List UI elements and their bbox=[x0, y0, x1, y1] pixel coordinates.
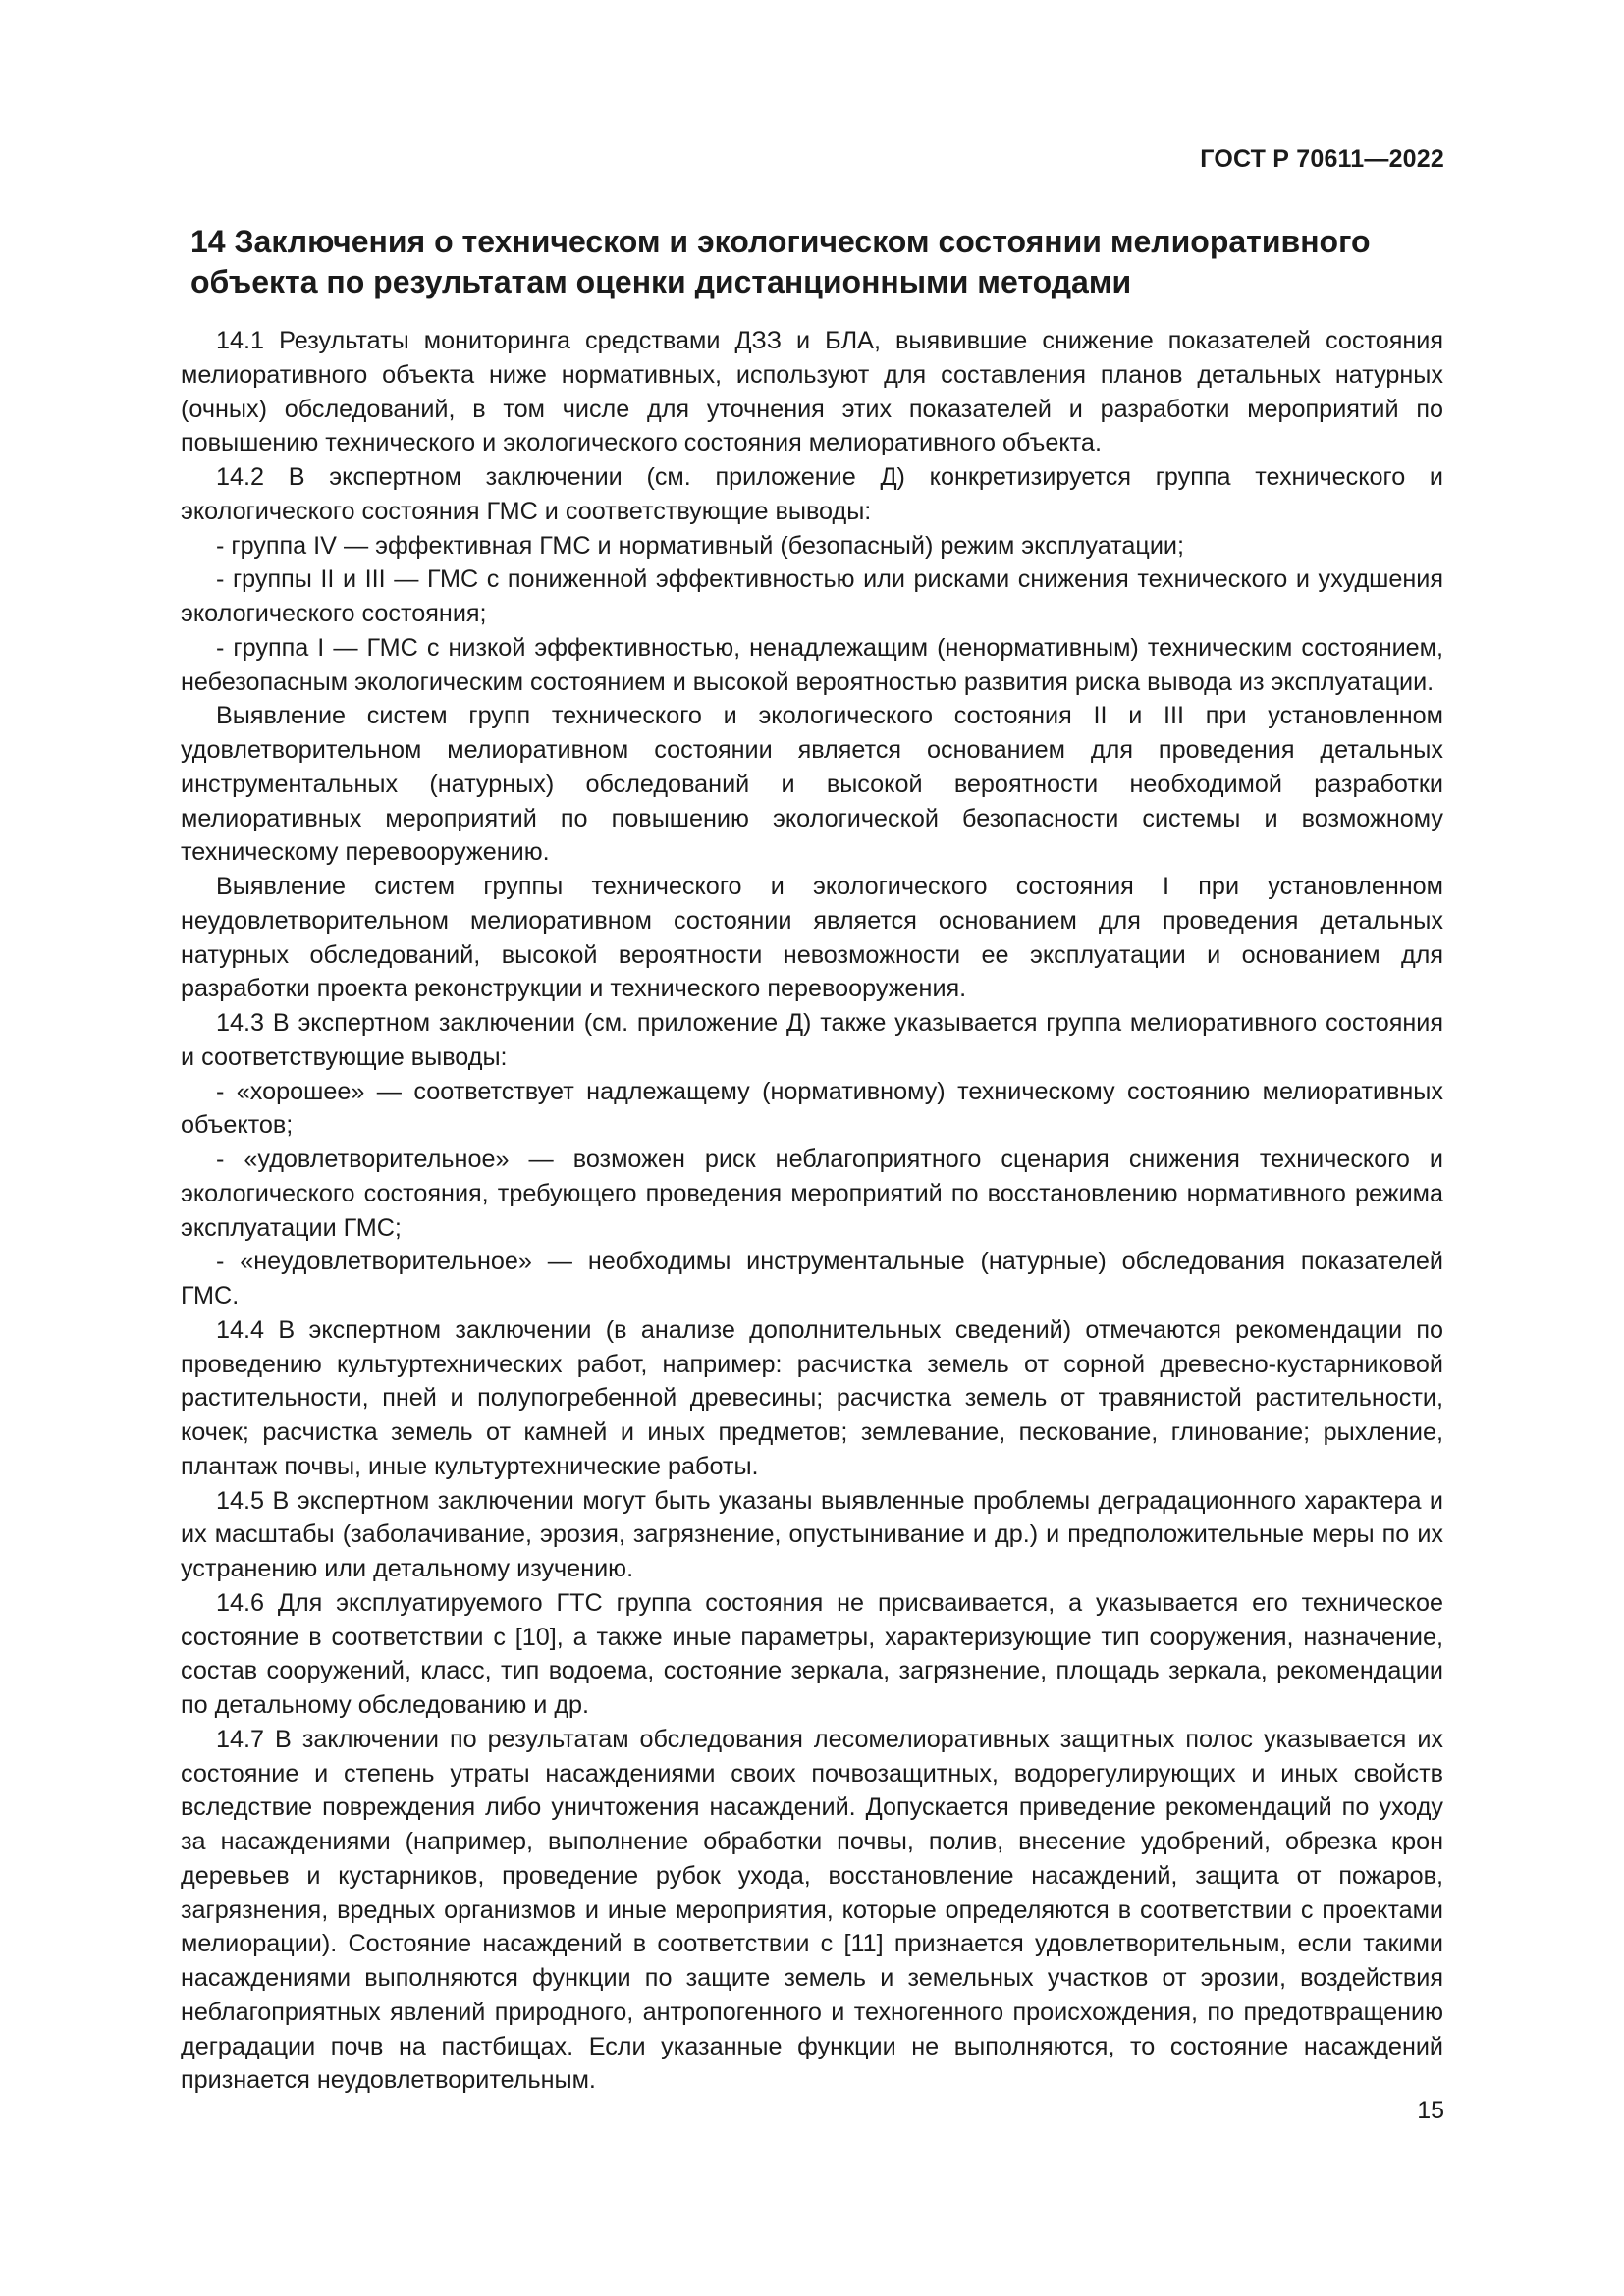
paragraph-14-7: 14.7 В заключении по результатам обследования лесомелиоративных защитных полос указывается их состояние и степень утраты насаждениями своих почвозащитных, водорегулирующих и иных свойств вследствие повреждения либо уничтожения насаждений. Допускается приведение рекомендаций по уходу за насаждениями (например, выполнение обработки почвы, полив, внесение удобрений, обрезка крон деревьев и кустарников, проведение рубок ухода, восстановление насаждений, защита от пожаров, загрязнения, вредных организмов и иные мероприятия, которые определяются в соответствии с проектами мелиорации). Состояние насаждений в соответствии с [11] признается удовлетворительным, если такими насаждениями выполняются функции по защите земель и земельных участков от эрозии, воздействия неблагоприятных явлений природного, антропогенного и техногенного происхождения, по предотвращению деградации почв на пастбищах. Если указанные функции не выполняются, то состояние насаждений признается неудовлетворительным. bbox=[181, 1725, 1443, 2095]
section-body bbox=[181, 324, 1443, 2098]
document-code: ГОСТ Р 70611—2022 bbox=[1200, 145, 1444, 173]
list-item-group-iv: - группа IV — эффективная ГМС и нормативный (безопасный) режим эксплуатации; bbox=[216, 531, 1184, 560]
page-content bbox=[181, 222, 1443, 2098]
list-item-group-ii-iii: - группы II и III — ГМС с пониженной эффективностью или рисками снижения технического и ухудшения экологического состояния; bbox=[181, 565, 1443, 627]
list-item-group-i: - группа I — ГМС с низкой эффективностью, ненадлежащим (ненормативным) техническим состоянием, небезопасным экологическим состоянием и высокой вероятностью развития риска вывода из эксплуатации. bbox=[181, 633, 1443, 696]
list-item-good: - «хорошее» — соответствует надлежащему (нормативному) техническому состоянию мелиоративных объектов; bbox=[181, 1077, 1443, 1140]
paragraph-14-4: 14.4 В экспертном заключении (в анализе дополнительных сведений) отмечаются рекомендации по проведению культуртехнических работ, например: расчистка земель от сорной древесно-кустарниковой растительности, пней и полупогребенной древесины; расчистка земель от травянистой растительности, кочек; расчистка земель от камней и иных предметов; землевание, пескование, глинование; рыхление, плантаж почвы, иные культуртехнические работы. bbox=[181, 1315, 1443, 1480]
page-number: 15 bbox=[1417, 2097, 1444, 2124]
paragraph-14-5: 14.5 В экспертном заключении могут быть указаны выявленные проблемы деградационного характера и их масштабы (заболачивание, эрозия, загрязнение, опустынивание и др.) и предположительные меры по их устранению или детальному изучению. bbox=[181, 1486, 1443, 1582]
paragraph-14-3: 14.3 В экспертном заключении (см. приложение Д) также указывается группа мелиоративного состояния и соответствующие выводы: bbox=[181, 1009, 1443, 1071]
paragraph-14-1: 14.1 Результаты мониторинга средствами ДЗЗ и БЛА, выявившие снижение показателей состояния мелиоративного объекта ниже нормативных, используют для составления планов детальных натурных (очных) обследований, в том числе для уточнения этих показателей и разработки мероприятий по повышению технического и экологического состояния мелиоративного объекта. bbox=[181, 327, 1443, 457]
list-item-unsatisfactory: - «неудовлетворительное» — необходимы инструментальные (натурные) обследования показателей ГМС. bbox=[181, 1248, 1443, 1309]
paragraph-14-6: 14.6 Для эксплуатируемого ГТС группа состояния не присваивается, а указывается его техническое состояние в соответствии с [10], а также иные параметры, характеризующие тип сооружения, назначение, состав сооружений, класс, тип водоема, состояние зеркала, загрязнение, площадь зеркала, рекомендации по детальному обследованию и др. bbox=[181, 1588, 1443, 1719]
list-item-satisfactory: - «удовлетворительное» — возможен риск неблагоприятного сценария снижения технического и экологического состояния, требующего проведения мероприятий по восстановлению нормативного режима эксплуатации ГМС; bbox=[181, 1146, 1443, 1242]
paragraph-group-i: Выявление систем группы технического и экологического состояния I при установленном неудовлетворительном мелиоративном состоянии является основанием для проведения детальных натурных обследований, высокой вероятности невозможности ее эксплуатации и основанием для разработки проекта реконструкции и технического перевооружения. bbox=[181, 873, 1443, 1003]
section-title: 14 Заключения о техническом и экологическом состоянии мелиоративного объекта по результатам оценки дистанционными методами bbox=[190, 224, 1371, 299]
paragraph-14-2: 14.2 В экспертном заключении (см. приложение Д) конкретизируется группа технического и экологического состояния ГМС и соответствующие выводы: bbox=[181, 463, 1443, 525]
paragraph-groups-ii-iii: Выявление систем групп технического и экологического состояния II и III при установленном удовлетворительном мелиоративном состоянии является основанием для проведения детальных инструментальных (натурных) обследований и высокой вероятности необходимой разработки мелиоративных мероприятий по повышению экологической безопасности системы и возможному техническому перевооружению. bbox=[181, 702, 1443, 867]
